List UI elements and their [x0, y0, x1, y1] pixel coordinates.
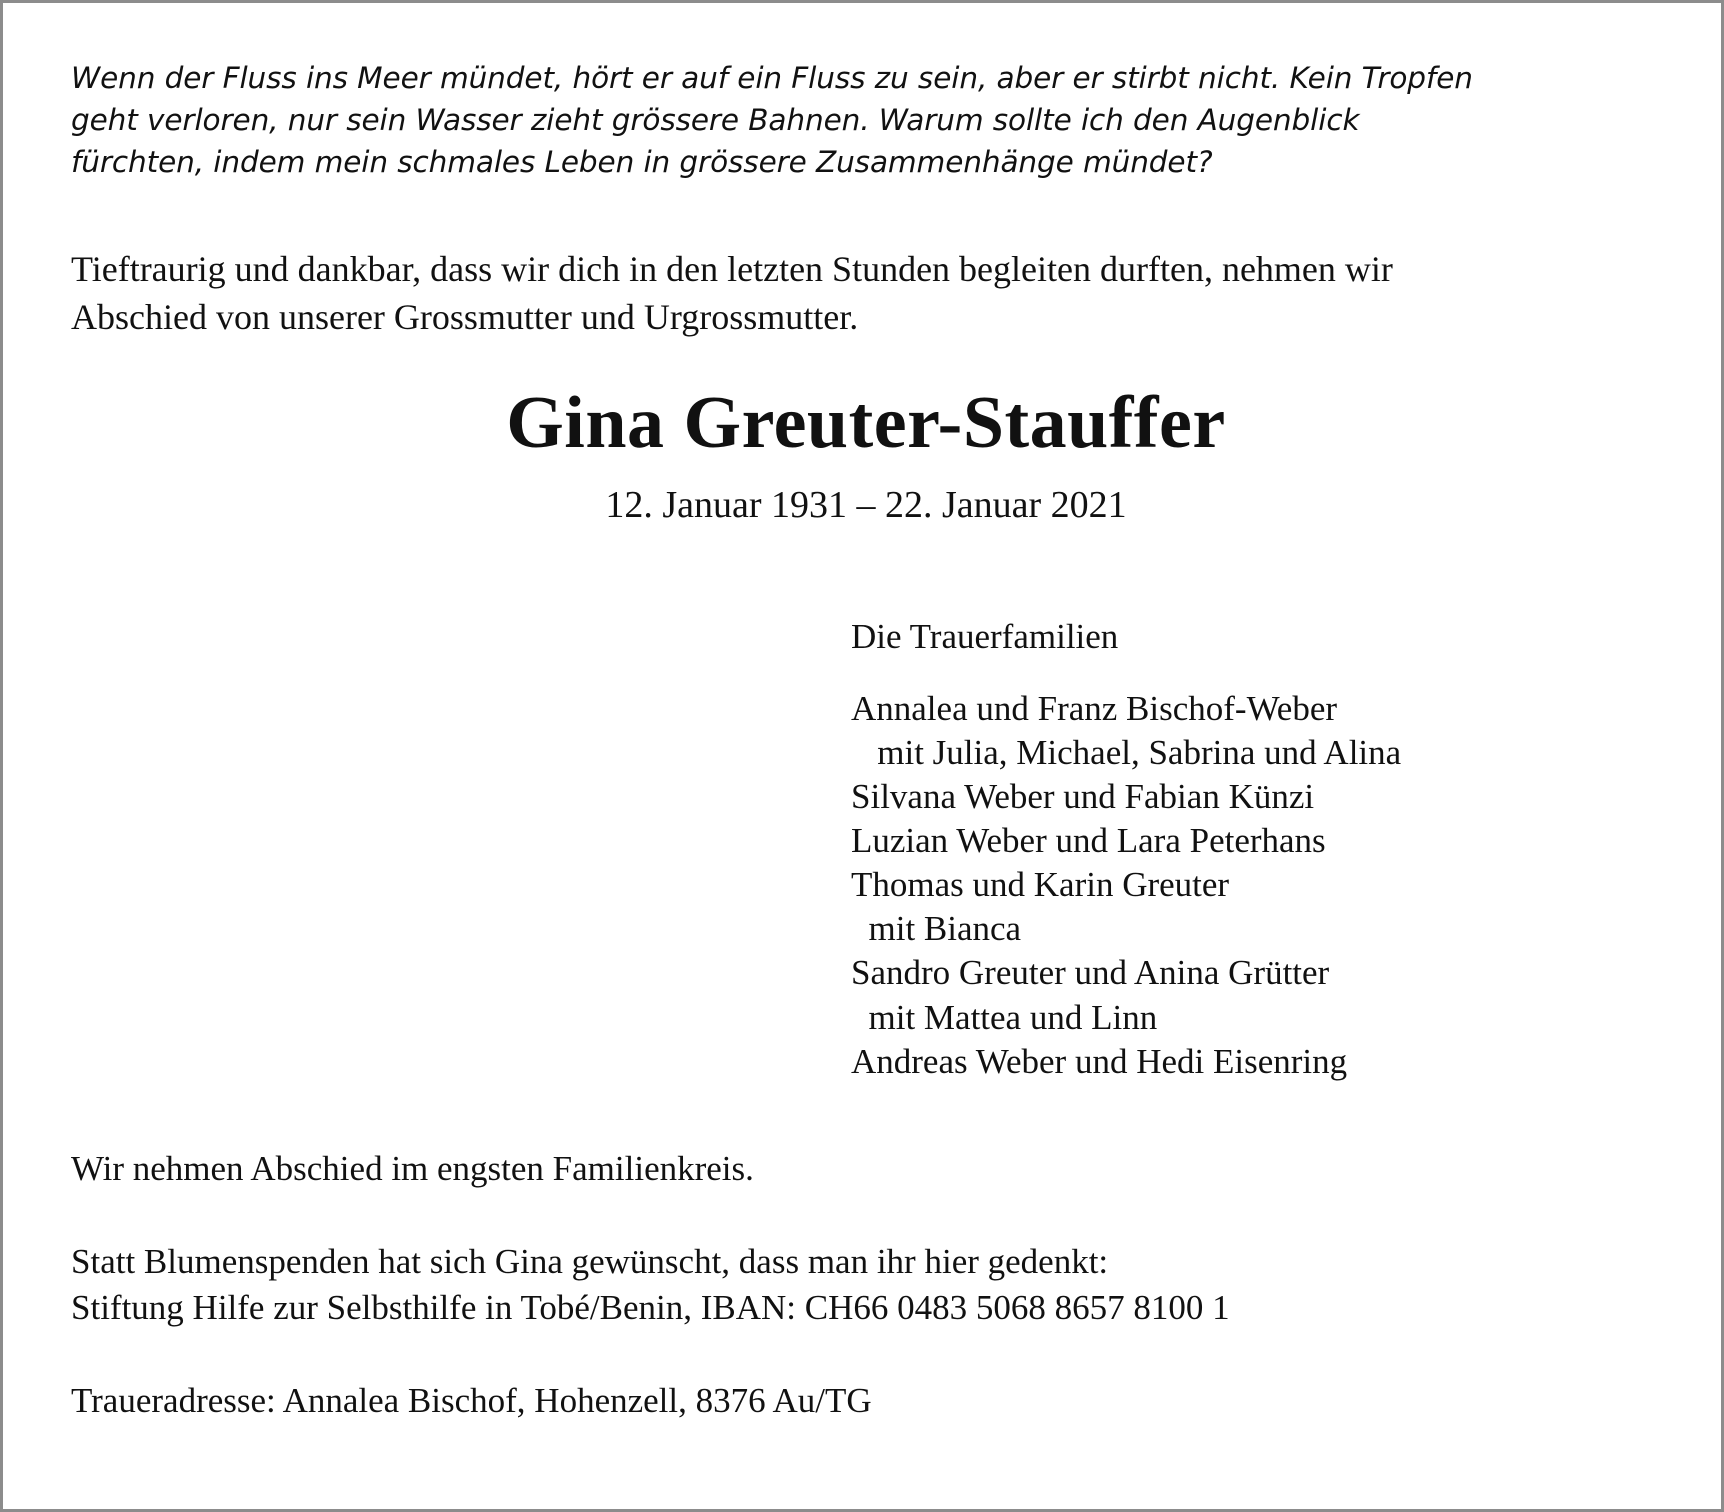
families-heading: Die Trauerfamilien: [851, 616, 1119, 656]
donation-intro: Statt Blumenspenden hat sich Gina gewünscht, dass man ihr hier gedenkt:: [71, 1242, 1109, 1282]
intro-text: Tieftraurig und dankbar, dass wir dich in den letzten Stunden begleiten durften, nehmen wir Abschied von unserer Grossmutter und Urgrossmutter.: [71, 248, 1393, 337]
family-line: mit Mattea und Linn: [851, 997, 1158, 1037]
closing-section: [71, 1146, 1661, 1424]
life-dates: 12. Januar 1931 – 22. Januar 2021: [605, 483, 1127, 526]
farewell-text: Wir nehmen Abschied im engsten Familienkreis.: [71, 1148, 754, 1188]
deceased-name: Gina Greuter-Stauffer: [506, 382, 1226, 465]
donation-iban: Stiftung Hilfe zur Selbsthilfe in Tobé/Benin, IBAN: CH66 0483 5068 8657 8100 1: [71, 1287, 1230, 1327]
family-line: Luzian Weber und Lara Peterhans: [851, 821, 1326, 861]
family-line: Thomas und Karin Greuter: [851, 865, 1230, 905]
family-line: Silvana Weber und Fabian Künzi: [851, 777, 1315, 817]
family-line: Andreas Weber und Hedi Eisenring: [851, 1041, 1348, 1081]
family-line: Annalea und Franz Bischof-Weber: [851, 688, 1338, 728]
donation-block: [71, 1239, 1661, 1330]
family-line: mit Bianca: [851, 909, 1022, 949]
family-line: mit Julia, Michael, Sabrina und Alina: [851, 732, 1402, 772]
family-line: Sandro Greuter und Anina Grütter: [851, 953, 1330, 993]
farewell-block: [71, 1146, 1661, 1192]
mourning-families: [71, 615, 1661, 1084]
quote-text: Wenn der Fluss ins Meer mündet, hört er auf ein Fluss zu sein, aber er stirbt nicht. Kein Tropfen geht verloren, nur sein Wasser zieht grössere Bahnen. Warum sollte ich den Augenblick fürchten, indem mein schmales Leben in grössere Zusammenhänge mündet?: [71, 61, 1473, 179]
address-block: [71, 1378, 1661, 1424]
mourning-address: Traueradresse: Annalea Bischof, Hohenzell, 8376 Au/TG: [71, 1381, 872, 1421]
